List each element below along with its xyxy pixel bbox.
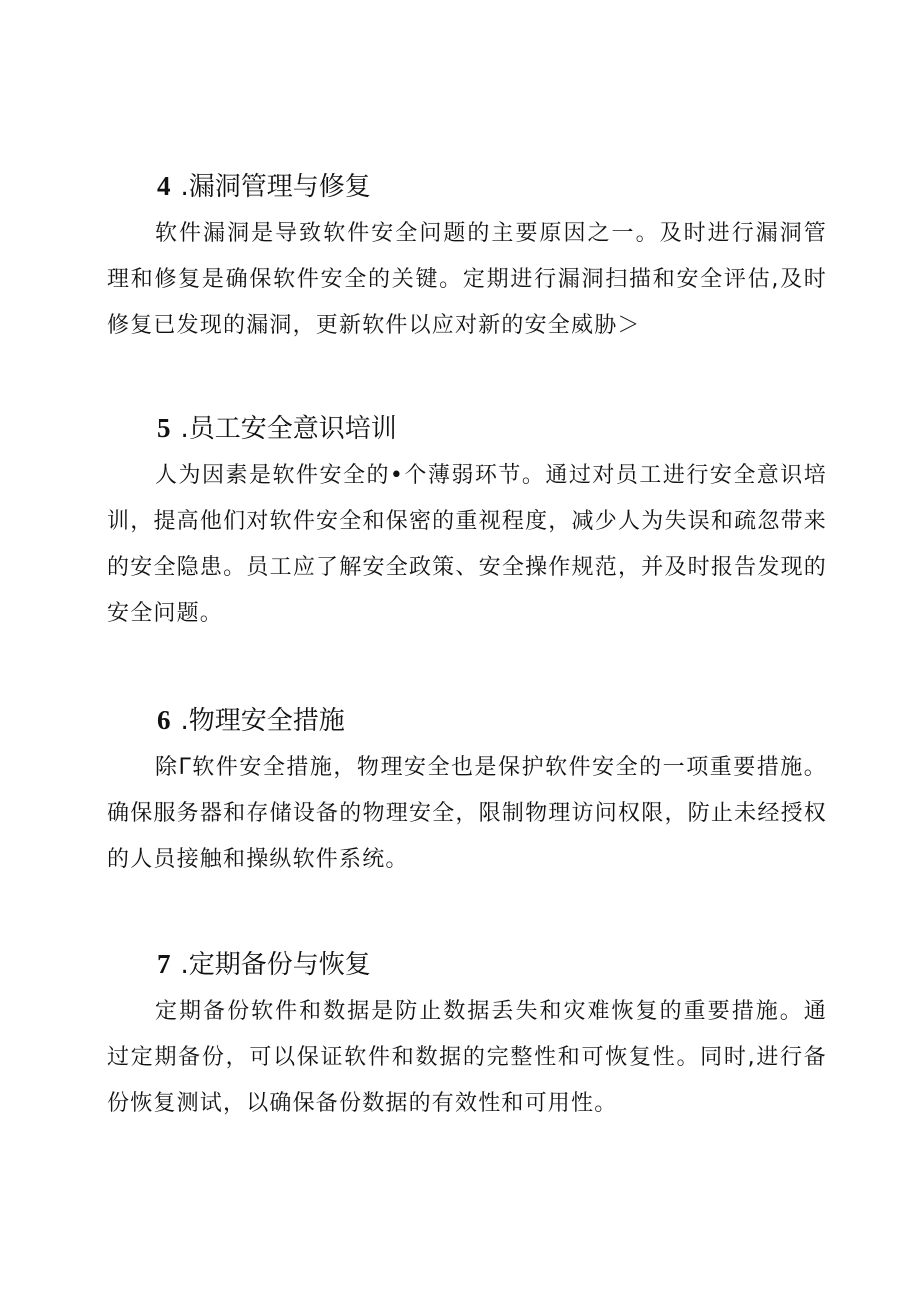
- section-number: 5: [157, 413, 171, 443]
- section-number: 4: [157, 171, 171, 201]
- section-paragraph: 人为因素是软件安全的•个薄弱环节。通过对员工进行安全意识培训，提高他们对软件安全和保密的重视程度，减少人为失误和疏忽带来的安全隐患。员工应了解安全政策、安全操作规范，并及时报告发现的安全问题。: [107, 463, 827, 626]
- section-paragraph: 除Γ软件安全措施，物理安全也是保护软件安全的一项重要措施。确保服务器和存储设备的物理安全，限制物理访问权限，防止未经授权的人员接触和操纵软件系统。: [107, 755, 827, 872]
- section-number: 7: [157, 949, 171, 979]
- section-vulnerability-management: [107, 168, 827, 349]
- section-title: .物理安全措施: [180, 706, 345, 736]
- section-title: .定期备份与恢复: [180, 950, 371, 980]
- section-heading: [107, 410, 827, 447]
- section-physical-security: [107, 702, 827, 883]
- section-heading: [107, 702, 827, 739]
- section-number: 6: [157, 705, 171, 735]
- section-paragraph: 软件漏洞是导致软件安全问题的主要原因之一。及时进行漏洞管理和修复是确保软件安全的关键。定期进行漏洞扫描和安全评估,及时修复已发现的漏洞，更新软件以应对新的安全威胁＞: [107, 221, 827, 338]
- section-backup-recovery: [107, 946, 827, 1127]
- section-heading: [107, 946, 827, 983]
- section-title: .员工安全意识培训: [180, 414, 397, 444]
- section-paragraph: 定期备份软件和数据是防止数据丢失和灾难恢复的重要措施。通过定期备份，可以保证软件和数据的完整性和可恢复性。同时,进行备份恢复测试，以确保备份数据的有效性和可用性。: [107, 999, 827, 1116]
- section-title: .漏洞管理与修复: [180, 172, 371, 202]
- section-heading: [107, 168, 827, 205]
- section-employee-training: [107, 410, 827, 637]
